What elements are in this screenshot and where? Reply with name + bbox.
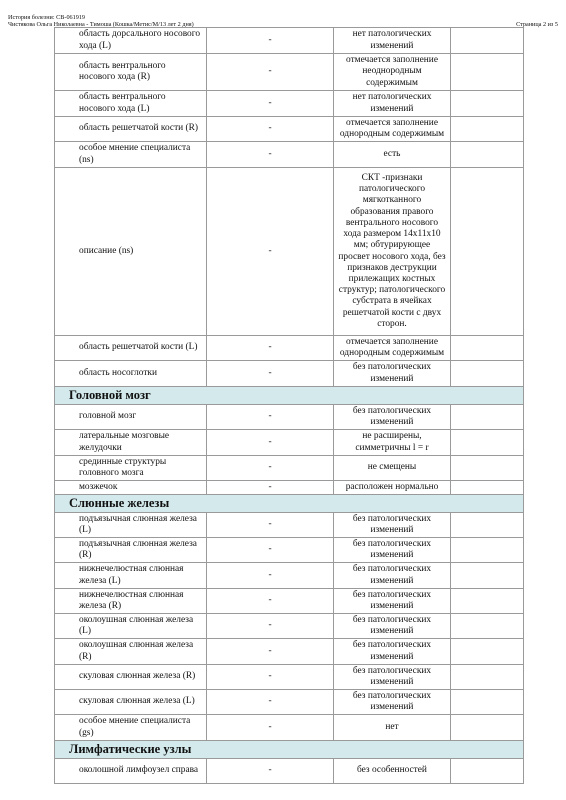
parameter-name: подъязычная слюнная железа (R) [55, 538, 207, 563]
parameter-name: область дорсального носового хода (L) [55, 28, 207, 54]
table-row [55, 142, 524, 168]
dash-cell: - [207, 690, 334, 715]
empty-cell [451, 456, 524, 481]
section-title: Лимфатические узлы [55, 741, 524, 759]
table-row [55, 336, 524, 361]
result-value: без патологических изменений [334, 513, 451, 538]
result-value: СКТ -признаки патологического мягкотканного образования правого вентрального носового хода размером 14х11х10 мм; обтурирующее просвет носового хода, без признаков деструкции прилежащих костных структур; патологического субстрата в ячейках решетчатой кости с двух сторон. [334, 168, 451, 336]
result-value: без патологических изменений [334, 405, 451, 430]
table-row [55, 117, 524, 142]
parameter-name: латеральные мозговые желудочки [55, 430, 207, 456]
empty-cell [451, 168, 524, 336]
empty-cell [451, 142, 524, 168]
dash-cell: - [207, 117, 334, 142]
parameter-name: головной мозг [55, 405, 207, 430]
result-value: без патологических изменений [334, 361, 451, 387]
table-row [55, 690, 524, 715]
section-header-row [55, 495, 524, 513]
table-row [55, 91, 524, 117]
result-value: отмечается заполнение однородным содержимым [334, 117, 451, 142]
parameter-name: нижнечелюстная слюнная железа (R) [55, 589, 207, 614]
dash-cell: - [207, 715, 334, 741]
section-title: Головной мозг [55, 387, 524, 405]
parameter-name: околоушная слюнная железа (L) [55, 614, 207, 639]
parameter-name: описание (ns) [55, 168, 207, 336]
empty-cell [451, 563, 524, 589]
dash-cell: - [207, 430, 334, 456]
parameter-name: скуловая слюнная железа (R) [55, 665, 207, 690]
table-row [55, 456, 524, 481]
dash-cell: - [207, 481, 334, 495]
parameter-name: область вентрального носового хода (L) [55, 91, 207, 117]
empty-cell [451, 639, 524, 665]
table-row [55, 639, 524, 665]
empty-cell [451, 430, 524, 456]
empty-cell [451, 336, 524, 361]
section-title: Слюнные железы [55, 495, 524, 513]
empty-cell [451, 481, 524, 495]
table-row [55, 361, 524, 387]
result-value: без патологических изменений [334, 563, 451, 589]
empty-cell [451, 405, 524, 430]
table-row [55, 715, 524, 741]
parameter-name: особое мнение специалиста (gs) [55, 715, 207, 741]
result-value: отмечается заполнение неоднородным содержимым [334, 54, 451, 91]
result-value: расположен нормально [334, 481, 451, 495]
empty-cell [451, 117, 524, 142]
result-value: не смещены [334, 456, 451, 481]
parameter-name: мозжечок [55, 481, 207, 495]
dash-cell: - [207, 91, 334, 117]
empty-cell [451, 54, 524, 91]
table-row [55, 759, 524, 784]
findings-table [54, 27, 524, 784]
parameter-name: подъязычная слюнная железа (L) [55, 513, 207, 538]
dash-cell: - [207, 28, 334, 54]
dash-cell: - [207, 513, 334, 538]
dash-cell: - [207, 405, 334, 430]
result-value: без особенностей [334, 759, 451, 784]
table-row [55, 538, 524, 563]
section-header-row [55, 387, 524, 405]
result-value: без патологических изменений [334, 589, 451, 614]
table-row [55, 563, 524, 589]
result-value: нет патологических изменений [334, 91, 451, 117]
table-row [55, 665, 524, 690]
dash-cell: - [207, 361, 334, 387]
result-value: нет [334, 715, 451, 741]
result-value: без патологических изменений [334, 639, 451, 665]
empty-cell [451, 759, 524, 784]
table-row [55, 481, 524, 495]
page-number: Страница 2 из 5 [516, 21, 558, 29]
dash-cell: - [207, 54, 334, 91]
empty-cell [451, 665, 524, 690]
result-value: без патологических изменений [334, 614, 451, 639]
result-value: без патологических изменений [334, 538, 451, 563]
empty-cell [451, 589, 524, 614]
parameter-name: особое мнение специалиста (ns) [55, 142, 207, 168]
result-value: есть [334, 142, 451, 168]
empty-cell [451, 538, 524, 563]
patient-line: Чистякова Ольга Николаевна - Тимоша (Кошка/Метис/М/13 лет 2 дня) [8, 21, 194, 29]
dash-cell: - [207, 456, 334, 481]
empty-cell [451, 614, 524, 639]
result-value: без патологических изменений [334, 690, 451, 715]
table-row [55, 168, 524, 336]
empty-cell [451, 91, 524, 117]
empty-cell [451, 513, 524, 538]
parameter-name: область решетчатой кости (R) [55, 117, 207, 142]
result-value: нет патологических изменений [334, 28, 451, 54]
empty-cell [451, 361, 524, 387]
table-row [55, 614, 524, 639]
dash-cell: - [207, 665, 334, 690]
dash-cell: - [207, 563, 334, 589]
section-header-row [55, 741, 524, 759]
dash-cell: - [207, 336, 334, 361]
table-row [55, 513, 524, 538]
dash-cell: - [207, 142, 334, 168]
parameter-name: область решетчатой кости (L) [55, 336, 207, 361]
parameter-name: околошной лимфоузел справа [55, 759, 207, 784]
parameter-name: область вентрального носового хода (R) [55, 54, 207, 91]
record-id-line: История болезни: CB-061919 [8, 14, 86, 21]
table-row [55, 28, 524, 54]
dash-cell: - [207, 759, 334, 784]
table-row [55, 54, 524, 91]
parameter-name: нижнечелюстная слюнная железа (L) [55, 563, 207, 589]
dash-cell: - [207, 168, 334, 336]
empty-cell [451, 690, 524, 715]
parameter-name: область носоглотки [55, 361, 207, 387]
parameter-name: скуловая слюнная железа (L) [55, 690, 207, 715]
empty-cell [451, 28, 524, 54]
dash-cell: - [207, 639, 334, 665]
result-value: отмечается заполнение однородным содержимым [334, 336, 451, 361]
dash-cell: - [207, 589, 334, 614]
table-row [55, 430, 524, 456]
parameter-name: срединные структуры головного мозга [55, 456, 207, 481]
result-value: без патологических изменений [334, 665, 451, 690]
table-row [55, 405, 524, 430]
table-row [55, 589, 524, 614]
parameter-name: околоушная слюнная железа (R) [55, 639, 207, 665]
dash-cell: - [207, 538, 334, 563]
result-value: не расширены, симметричны l = r [334, 430, 451, 456]
empty-cell [451, 715, 524, 741]
dash-cell: - [207, 614, 334, 639]
